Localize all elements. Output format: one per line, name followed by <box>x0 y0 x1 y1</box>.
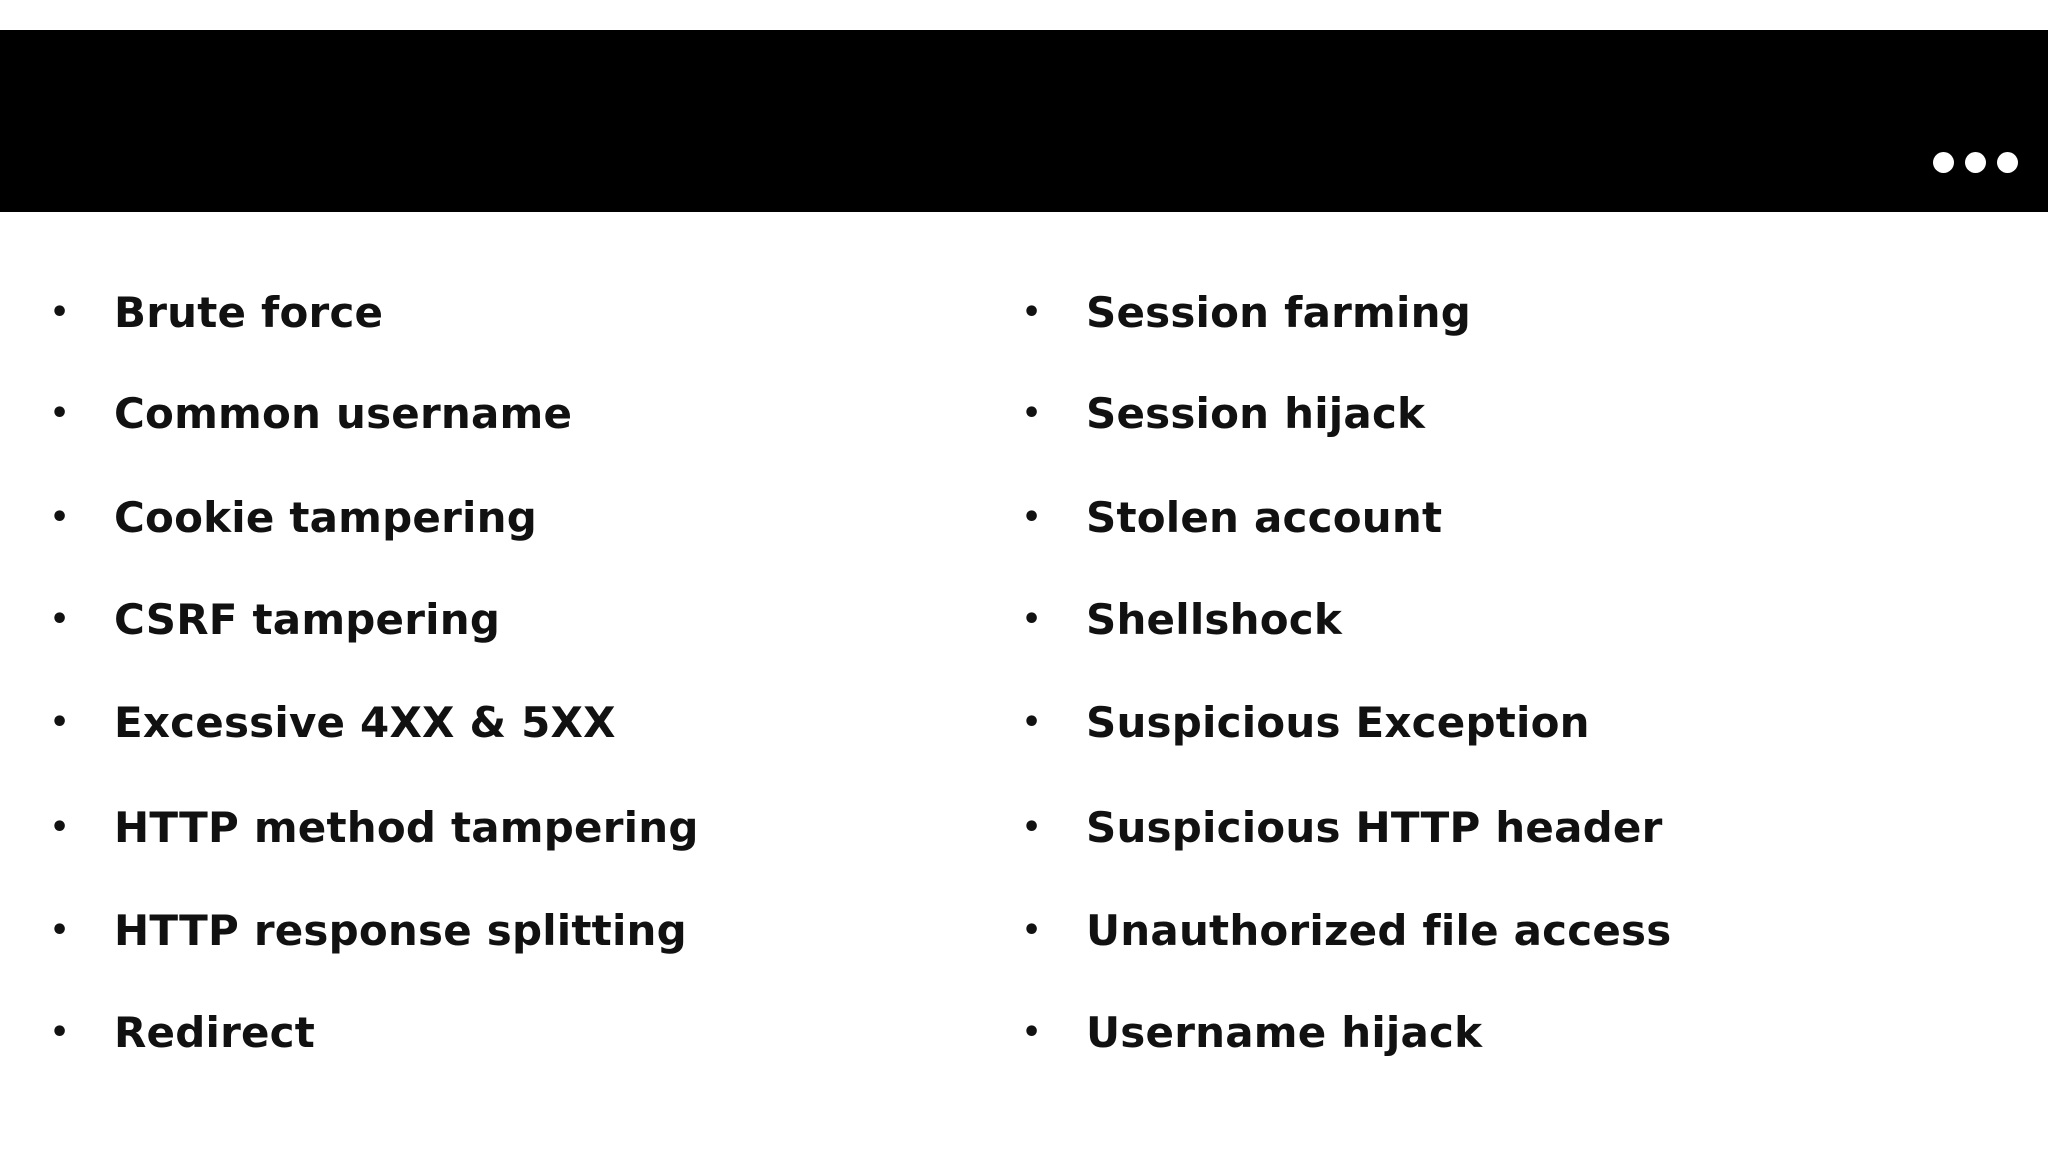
list-item-label: Redirect <box>114 1008 316 1057</box>
dot-icon <box>1933 152 1954 173</box>
bullet-icon: • <box>1022 705 1042 740</box>
list-item <box>50 488 537 548</box>
list-item-label: Session farming <box>1086 288 1471 337</box>
list-item <box>50 283 383 343</box>
list-item-label: Stolen account <box>1086 493 1443 542</box>
list-item <box>50 1003 315 1063</box>
list-item <box>50 384 572 444</box>
bullet-icon: • <box>50 810 70 845</box>
bullet-icon: • <box>1022 500 1042 535</box>
list-item <box>1022 901 1671 961</box>
list-item <box>50 901 687 961</box>
list-item-label: Shellshock <box>1086 595 1343 644</box>
list-item-label: Suspicious HTTP header <box>1086 803 1663 852</box>
bullet-icon: • <box>50 295 70 330</box>
list-item <box>50 693 616 753</box>
list-item-label: Brute force <box>114 288 384 337</box>
list-item <box>50 590 500 650</box>
list-item-label: Unauthorized file access <box>1086 906 1672 955</box>
bullet-icon: • <box>1022 1015 1042 1050</box>
bullet-icon: • <box>50 500 70 535</box>
bullet-icon: • <box>50 705 70 740</box>
list-item <box>50 798 699 858</box>
bullet-icon: • <box>1022 396 1042 431</box>
dot-icon <box>1965 152 1986 173</box>
list-item <box>1022 283 1471 343</box>
list-item <box>1022 798 1663 858</box>
bullet-icon: • <box>1022 602 1042 637</box>
more-horizontal-icon[interactable] <box>1933 152 2018 173</box>
list-item-label: Suspicious Exception <box>1086 698 1590 747</box>
list-item-label: HTTP method tampering <box>114 803 699 852</box>
list-item-label: HTTP response splitting <box>114 906 687 955</box>
bullet-icon: • <box>50 396 70 431</box>
bullet-icon: • <box>50 1015 70 1050</box>
bullet-icon: • <box>1022 913 1042 948</box>
list-item-label: Cookie tampering <box>114 493 537 542</box>
bullet-icon: • <box>1022 295 1042 330</box>
list-item <box>1022 384 1425 444</box>
list-item-label: Excessive 4XX & 5XX <box>114 698 616 747</box>
dot-icon <box>1997 152 2018 173</box>
list-item <box>1022 488 1442 548</box>
bullet-icon: • <box>1022 810 1042 845</box>
list-item <box>1022 1003 1482 1063</box>
bullet-icon: • <box>50 602 70 637</box>
list-item-label: Username hijack <box>1086 1008 1483 1057</box>
list-item <box>1022 590 1342 650</box>
list-item-label: Common username <box>114 389 573 438</box>
bullet-icon: • <box>50 913 70 948</box>
list-item <box>1022 693 1590 753</box>
list-item-label: CSRF tampering <box>114 595 501 644</box>
list-item-label: Session hijack <box>1086 389 1426 438</box>
header-bar <box>0 30 2048 212</box>
